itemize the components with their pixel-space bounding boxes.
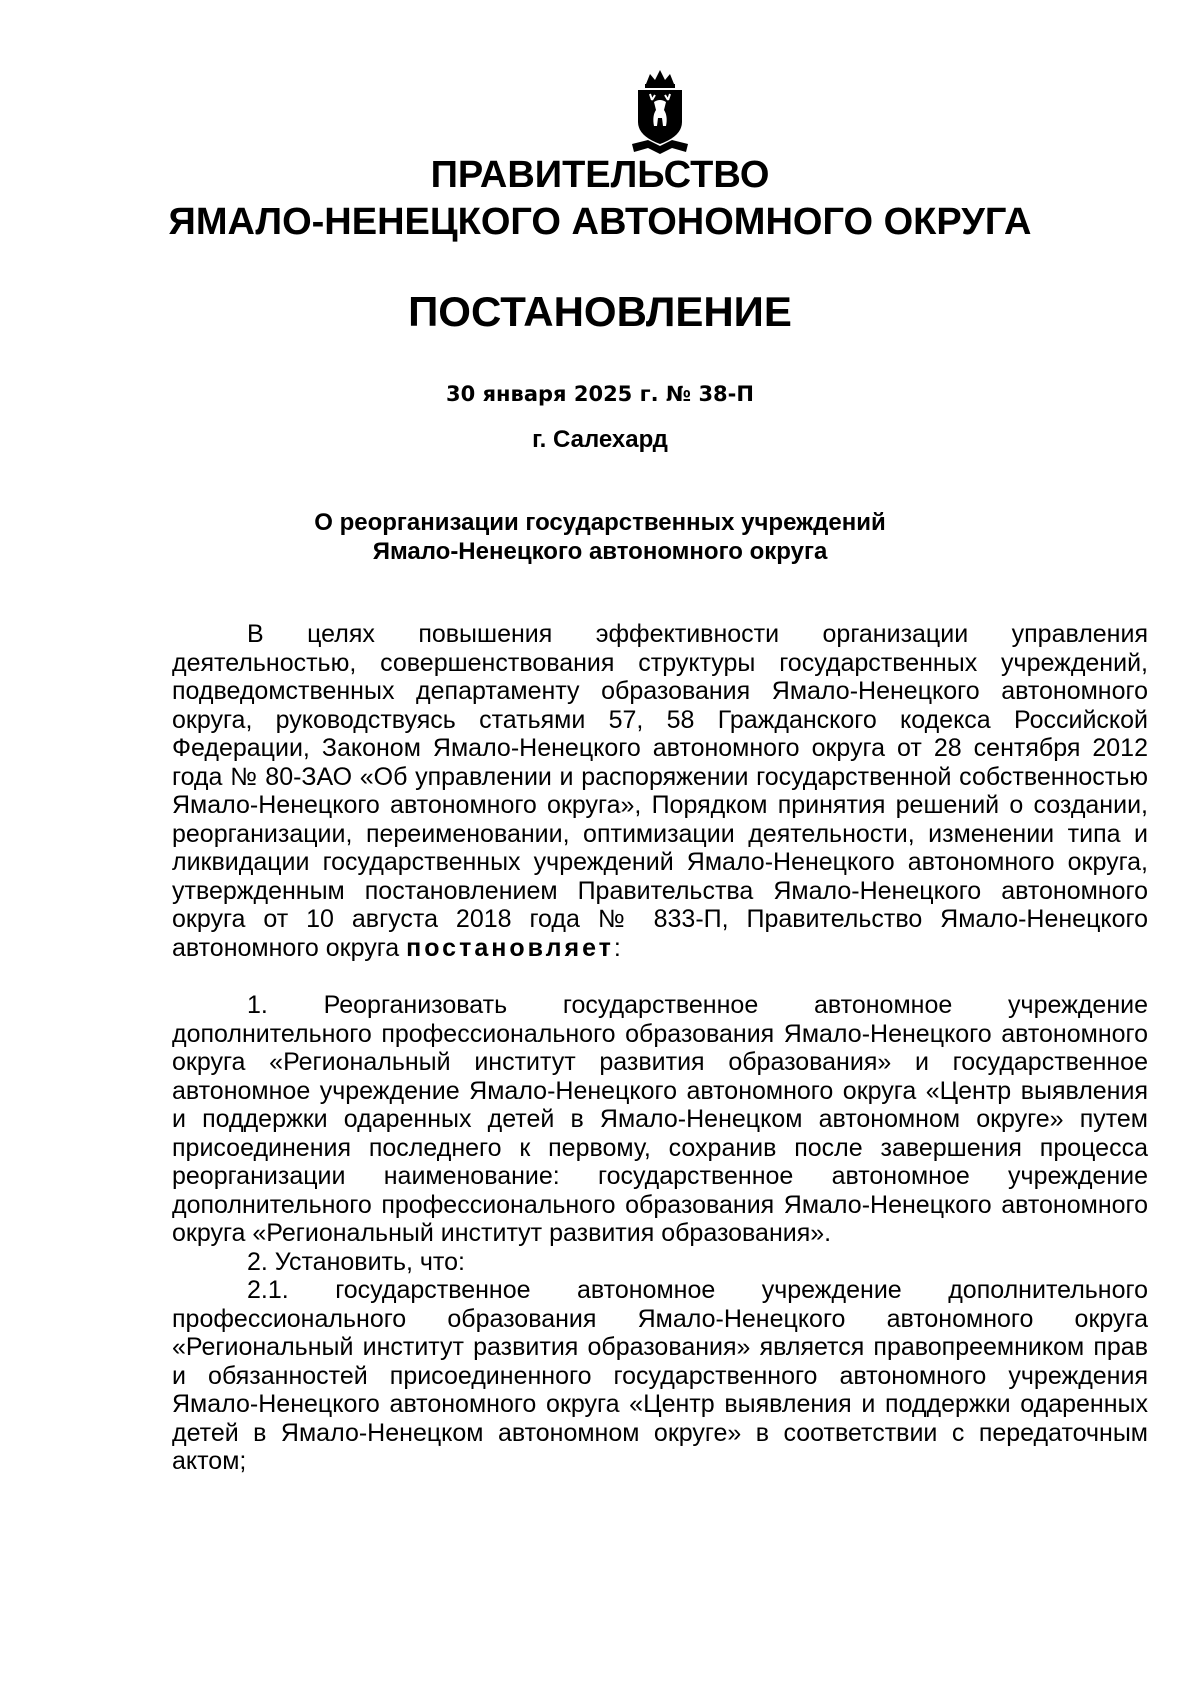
date-and-number: 30 января 2025 г. № 38-П: [446, 382, 754, 406]
decree-word: постановляет: [406, 933, 614, 962]
yamal-coat-of-arms-icon: [628, 66, 692, 156]
document-subject: [0, 508, 1200, 566]
government-line-1: ПРАВИТЕЛЬСТВО: [430, 154, 770, 196]
document-body: [172, 620, 1148, 1476]
document-type: ПОСТАНОВЛЕНИЕ: [408, 288, 792, 335]
item-2-1-paragraph: 2.1. государственное автономное учреждение дополнительного профессионального образования Ямало-Ненецкого автономного округа «Региональный институт развития образования» является правопреемником прав и обязанностей присоединенного государственного автономного учреждения Ямало-Ненецкого автономного округа «Центр выявления и поддержки одаренных детей в Ямало-Ненецком автономном округе» в соответствии с передаточным актом;: [172, 1276, 1148, 1475]
city: г. Салехард: [532, 426, 668, 453]
item-1-paragraph: 1. Реорганизовать государственное автономное учреждение дополнительного профессионального образования Ямало-Ненецкого автономного округа «Региональный институт развития образования» и государственное автономное учреждение Ямало-Ненецкого автономного округа «Центр выявления и поддержки одаренных детей в Ямало-Ненецком автономном округе» путем присоединения последнего к первому, сохранив после завершения процесса реорганизации наименование: государственное автономное учреждение дополнительного профессионального образования Ямало-Ненецкого автономного округа «Региональный институт развития образования».: [172, 991, 1148, 1247]
subject-line-2: Ямало-Ненецкого автономного округа: [372, 538, 828, 565]
preamble-paragraph: [172, 620, 1148, 962]
subject-line-1: О реорганизации государственных учреждений: [314, 509, 886, 536]
preamble-colon: :: [613, 933, 621, 962]
government-title: [0, 152, 1200, 246]
government-line-2: ЯМАЛО-НЕНЕЦКОГО АВТОНОМНОГО ОКРУГА: [168, 201, 1032, 243]
item-2-paragraph: 2. Установить, что:: [247, 1247, 465, 1276]
paragraph-gap: [172, 962, 1148, 991]
preamble-text: В целях повышения эффективности организации управления деятельностью, совершенствования структуры государственных учреждений, подведомственных департаменту образования Ямало-Ненецкого автономного округа, руководствуясь статьями 57, 58 Гражданского кодекса Российской Федерации, Законом Ямало-Ненецкого автономного округа от 28 сентября 2012 года № 80-ЗАО «Об управлении и распоряжении государственной собственностью Ямало-Ненецкого автономного округа», Порядком принятия решений о создании, реорганизации, переименовании, оптимизации деятельности, изменении типа и ликвидации государственных учреждений Ямало-Ненецкого автономного округа, утвержденным постановлением Правительства Ямало-Ненецкого автономного округа от 10 августа 2018 года № 833-П, Правительство Ямало-Ненецкого автономного округа: [172, 620, 1148, 962]
